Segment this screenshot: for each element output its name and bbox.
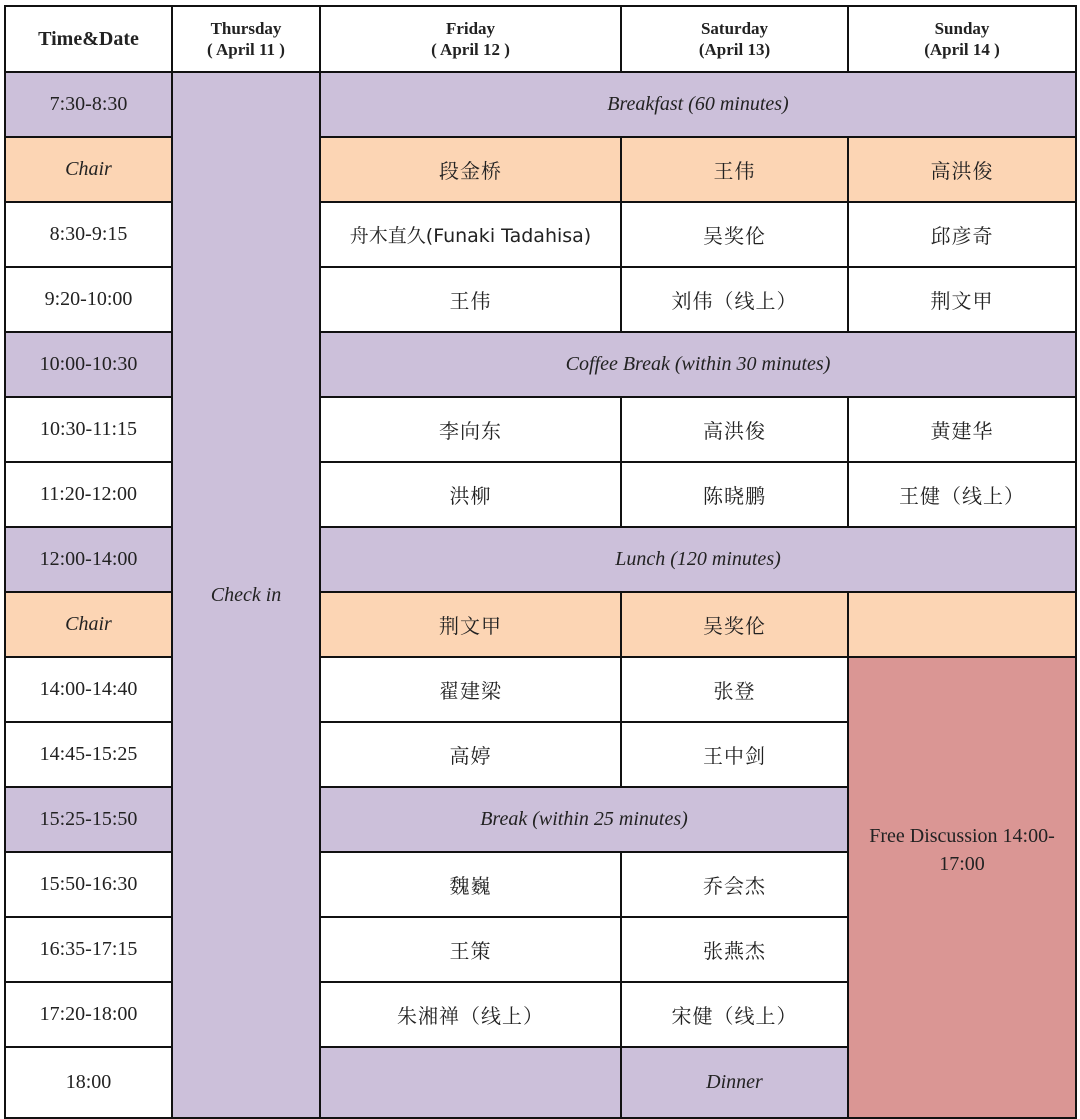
speaker-saturday: 高洪俊 bbox=[621, 397, 848, 462]
chair-sunday bbox=[848, 592, 1076, 657]
time-cell: 8:30-9:15 bbox=[5, 202, 172, 267]
speaker-friday: 王策 bbox=[320, 917, 621, 982]
speaker-saturday: 张燕杰 bbox=[621, 917, 848, 982]
time-cell: 15:25-15:50 bbox=[5, 787, 172, 852]
row-breakfast bbox=[5, 72, 1076, 137]
speaker-sunday: 王健（线上） bbox=[848, 462, 1076, 527]
speaker-sunday: 邱彦奇 bbox=[848, 202, 1076, 267]
speaker-friday: 高婷 bbox=[320, 722, 621, 787]
free-discussion-line1: Free Discussion 14:00- bbox=[869, 825, 1055, 847]
speaker-saturday: 陈晓鹏 bbox=[621, 462, 848, 527]
speaker-saturday: 宋健（线上） bbox=[621, 982, 848, 1047]
header-day-date: (April 14 ) bbox=[924, 40, 1000, 59]
row-session bbox=[5, 657, 1076, 722]
speaker-saturday: 吴奖伦 bbox=[621, 202, 848, 267]
speaker-friday: 舟木直久(Funaki Tadahisa) bbox=[320, 202, 621, 267]
chair-saturday: 王伟 bbox=[621, 137, 848, 202]
time-cell: 17:20-18:00 bbox=[5, 982, 172, 1047]
row-lunch bbox=[5, 527, 1076, 592]
lunch-cell: Lunch (120 minutes) bbox=[320, 527, 1076, 592]
header-day-name: Saturday bbox=[700, 19, 769, 38]
speaker-friday: 李向东 bbox=[320, 397, 621, 462]
time-cell: 9:20-10:00 bbox=[5, 267, 172, 332]
speaker-sunday: 黄建华 bbox=[848, 397, 1076, 462]
row-session bbox=[5, 267, 1076, 332]
header-day-name: Sunday bbox=[934, 19, 990, 38]
chair-saturday: 吴奖伦 bbox=[621, 592, 848, 657]
row-coffee-break bbox=[5, 332, 1076, 397]
header-day-date: (April 13) bbox=[698, 40, 771, 59]
header-sunday bbox=[848, 6, 1076, 72]
row-session bbox=[5, 397, 1076, 462]
coffee-break-cell: Coffee Break (within 30 minutes) bbox=[320, 332, 1076, 397]
speaker-saturday: 乔会杰 bbox=[621, 852, 848, 917]
time-cell: 11:20-12:00 bbox=[5, 462, 172, 527]
speaker-friday: 朱湘禅（线上） bbox=[320, 982, 621, 1047]
row-chair-afternoon bbox=[5, 592, 1076, 657]
time-cell: 14:45-15:25 bbox=[5, 722, 172, 787]
time-cell: 15:50-16:30 bbox=[5, 852, 172, 917]
header-day-name: Thursday bbox=[210, 19, 282, 38]
time-cell: 10:30-11:15 bbox=[5, 397, 172, 462]
chair-sunday: 高洪俊 bbox=[848, 137, 1076, 202]
chair-label: Chair bbox=[5, 137, 172, 202]
time-cell: 14:00-14:40 bbox=[5, 657, 172, 722]
header-day-name: Friday bbox=[445, 19, 496, 38]
row-session bbox=[5, 462, 1076, 527]
speaker-sunday: 荆文甲 bbox=[848, 267, 1076, 332]
chair-friday: 荆文甲 bbox=[320, 592, 621, 657]
header-thursday bbox=[172, 6, 320, 72]
header-day-date: ( April 12 ) bbox=[431, 40, 510, 59]
free-discussion-cell bbox=[848, 657, 1076, 1118]
row-session bbox=[5, 202, 1076, 267]
time-cell: 18:00 bbox=[5, 1047, 172, 1118]
time-cell: 12:00-14:00 bbox=[5, 527, 172, 592]
speaker-saturday: 刘伟（线上） bbox=[621, 267, 848, 332]
speaker-saturday: 张登 bbox=[621, 657, 848, 722]
time-cell: 7:30-8:30 bbox=[5, 72, 172, 137]
header-friday bbox=[320, 6, 621, 72]
dinner-friday: Dinner bbox=[621, 1047, 848, 1118]
header-saturday bbox=[621, 6, 848, 72]
row-chair-morning bbox=[5, 137, 1076, 202]
chair-friday: 段金桥 bbox=[320, 137, 621, 202]
header-day-date: ( April 11 ) bbox=[207, 40, 285, 59]
thursday-check-in: Check in bbox=[172, 72, 320, 1118]
speaker-friday: 魏巍 bbox=[320, 852, 621, 917]
schedule-table bbox=[4, 5, 1077, 1119]
speaker-friday: 翟建梁 bbox=[320, 657, 621, 722]
dinner-thursday bbox=[320, 1047, 621, 1118]
time-cell: 16:35-17:15 bbox=[5, 917, 172, 982]
speaker-saturday: 王中剑 bbox=[621, 722, 848, 787]
header-time-date: Time&Date bbox=[5, 6, 172, 72]
chair-label: Chair bbox=[5, 592, 172, 657]
speaker-friday: 王伟 bbox=[320, 267, 621, 332]
free-discussion-line2: 17:00 bbox=[939, 853, 985, 875]
break-cell: Break (within 25 minutes) bbox=[320, 787, 848, 852]
breakfast-cell: Breakfast (60 minutes) bbox=[320, 72, 1076, 137]
header-row bbox=[5, 6, 1076, 72]
time-cell: 10:00-10:30 bbox=[5, 332, 172, 397]
speaker-friday: 洪柳 bbox=[320, 462, 621, 527]
